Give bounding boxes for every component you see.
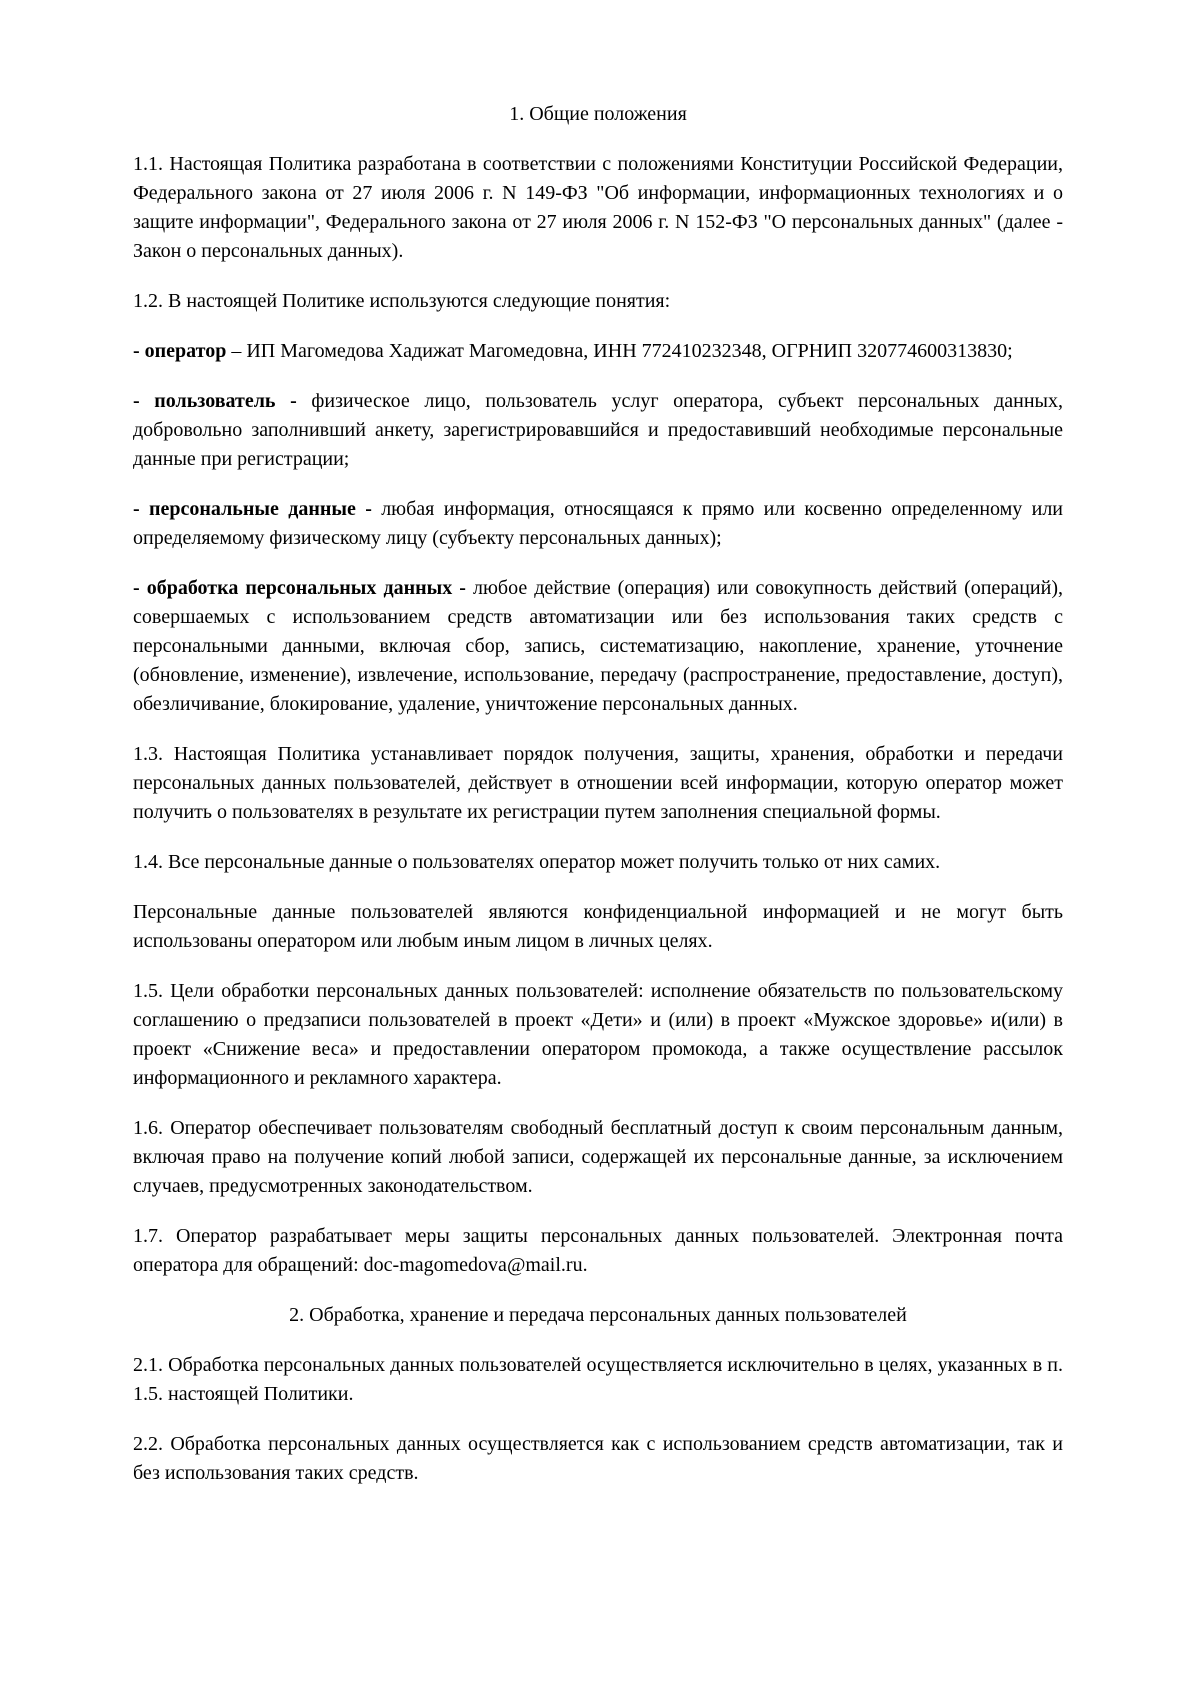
section-2-heading: 2. Обработка, хранение и передача персональных данных пользователей (289, 1304, 907, 1326)
definition-operator-body: – ИП Магомедова Хадижат Магомедовна, ИНН 772410232348, ОГРНИП 320774600313830; (231, 340, 1013, 362)
definition-processing (133, 574, 1063, 719)
definition-personal-data-term: - персональные данные - (133, 498, 382, 520)
section-1-heading: 1. Общие положения (509, 103, 687, 125)
operator-email: doc-magomedova@mail.ru (363, 1254, 583, 1276)
definition-personal-data (133, 495, 1063, 553)
definition-user-term: - пользователь - (133, 390, 312, 412)
paragraph-2-2: 2.2. Обработка персональных данных осуществляется как с использованием средств автоматизации, так и без использования таких средств. (133, 1433, 1063, 1484)
definition-user-body: физическое лицо, пользователь услуг оператора, субъект персональных данных, добровольно заполнивший анкету, зарегистрировавшийся и предоставивший необходимые персональные данные при регистрации; (133, 390, 1063, 470)
definition-user (133, 387, 1063, 474)
paragraph-1-3: 1.3. Настоящая Политика устанавливает порядок получения, защиты, хранения, обработки и передачи персональных данных пользователей, действует в отношении всей информации, которую оператор может получить о пользователях в результате их регистрации путем заполнения специальной формы. (133, 743, 1063, 823)
paragraph-1-7 (133, 1222, 1063, 1280)
paragraph-2-1: 2.1. Обработка персональных данных пользователей осуществляется исключительно в целях, указанных в п. 1.5. настоящей Политики. (133, 1354, 1063, 1405)
paragraph-1-5: 1.5. Цели обработки персональных данных пользователей: исполнение обязательств по пользовательскому соглашению о предзаписи пользователей в проект «Дети» и (или) в проект «Мужское здоровье» и(или) в проект «Снижение веса» и предоставлении оператором промокода, а также осуществление рассылок информационного и рекламного характера. (133, 980, 1063, 1089)
paragraph-1-7-tail: . (582, 1254, 588, 1276)
definition-processing-term: - обработка персональных данных - (133, 577, 473, 599)
paragraph-1-7-lead: 1.7. Оператор разрабатывает меры защиты персональных данных пользователей. Электронная почта оператора для обращений: (133, 1225, 1063, 1276)
paragraph-1-4-note: Персональные данные пользователей являются конфиденциальной информацией и не могут быть использованы оператором или любым иным лицом в личных целях. (133, 901, 1063, 952)
paragraph-1-1: 1.1. Настоящая Политика разработана в соответствии с положениями Конституции Российской Федерации, Федерального закона от 27 июля 2006 г. N 149-ФЗ "Об информации, информационных технологиях и о защите информации", Федерального закона от 27 июля 2006 г. N 152-ФЗ "О персональных данных" (далее - Закон о персональных данных). (133, 153, 1063, 262)
paragraph-1-2: 1.2. В настоящей Политике используются следующие понятия: (133, 290, 671, 312)
definition-personal-data-body: любая информация, относящаяся к прямо или косвенно определенному или определяемому физическому лицу (субъекту персональных данных); (133, 498, 1064, 549)
definition-operator (133, 337, 1063, 366)
paragraph-1-4: 1.4. Все персональные данные о пользователях оператор может получить только от них самих. (133, 851, 941, 873)
paragraph-1-6: 1.6. Оператор обеспечивает пользователям свободный бесплатный доступ к своим персональным данным, включая право на получение копий любой записи, содержащей их персональные данные, за исключением случаев, предусмотренных законодательством. (133, 1117, 1063, 1197)
definition-operator-term: - оператор (133, 340, 232, 362)
definition-processing-body: любое действие (операция) или совокупность действий (операций), совершаемых с использованием средств автоматизации или без использования таких средств с персональными данными, включая сбор, запись, систематизацию, накопление, хранение, уточнение (обновление, изменение), извлечение, использование, передачу (распространение, предоставление, доступ), обезличивание, блокирование, удаление, уничтожение персональных данных. (133, 577, 1063, 715)
